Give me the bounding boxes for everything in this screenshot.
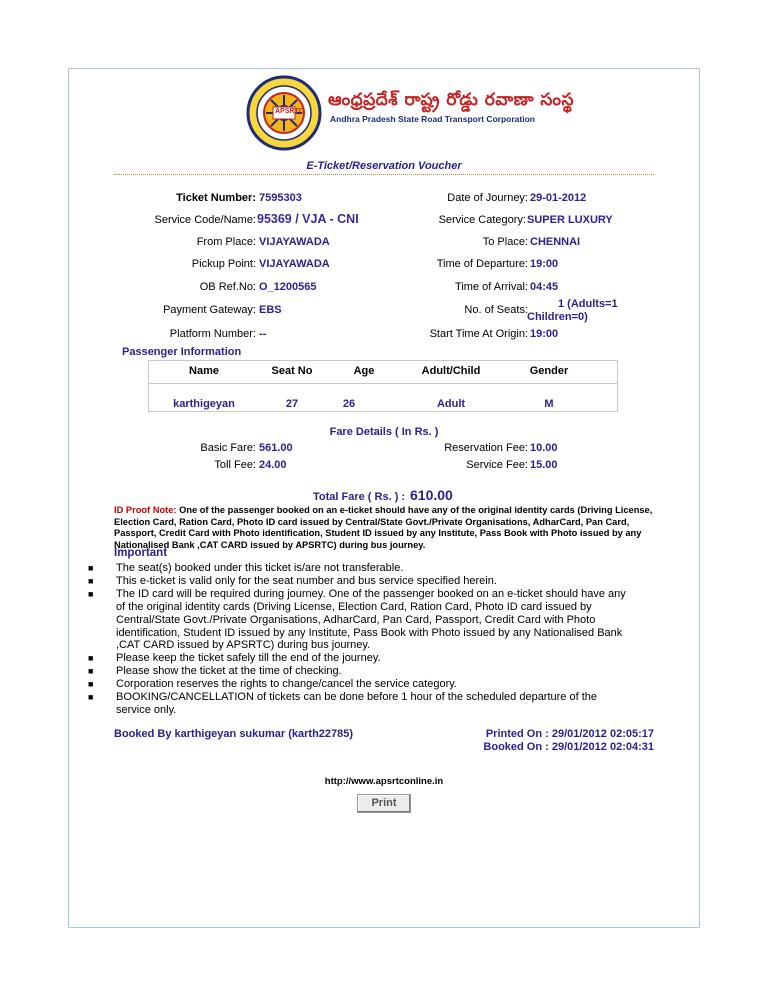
list-item bbox=[86, 562, 626, 575]
passenger-type: Adult bbox=[436, 398, 466, 410]
id-proof-label: ID Proof Note: bbox=[114, 505, 177, 515]
toll-fee-value: 24.00 bbox=[259, 459, 287, 471]
divider bbox=[114, 174, 654, 175]
time-of-departure-value: 19:00 bbox=[530, 258, 559, 270]
pickup-point-value: VIJAYAWADA bbox=[259, 258, 330, 270]
no-of-seats-value-line2: Children=0) bbox=[527, 311, 588, 323]
pickup-point-label: Pickup Point: bbox=[191, 258, 256, 270]
column-header: Gender bbox=[529, 365, 569, 377]
table-header-row bbox=[149, 361, 617, 384]
to-place-label: To Place: bbox=[482, 236, 528, 248]
logo-text: APSRTC bbox=[275, 108, 304, 115]
printed-on: Printed On : 29/01/2012 02:05:17 bbox=[485, 728, 654, 740]
start-time-label: Start Time At Origin: bbox=[429, 328, 528, 340]
bullet-icon: ■ bbox=[88, 679, 94, 690]
start-time-value: 19:00 bbox=[530, 328, 559, 340]
column-header: Adult/Child bbox=[421, 365, 481, 377]
voucher-title: E-Ticket/Reservation Voucher bbox=[306, 160, 462, 172]
passenger-info-heading: Passenger Information bbox=[122, 346, 242, 358]
list-item-text: Corporation reserves the rights to change/cancel the service category. bbox=[116, 678, 457, 691]
payment-gateway-label: Payment Gateway: bbox=[163, 304, 256, 316]
service-code-label: Service Code/Name: bbox=[154, 214, 256, 226]
date-of-journey-value: 29-01-2012 bbox=[530, 192, 587, 204]
reservation-fee-value: 10.00 bbox=[530, 442, 558, 454]
service-fee-value: 15.00 bbox=[530, 459, 558, 471]
bullet-icon: ■ bbox=[88, 563, 94, 573]
important-list bbox=[86, 562, 626, 717]
time-of-arrival-label: Time of Arrival: bbox=[455, 281, 528, 293]
to-place-value: CHENNAI bbox=[530, 236, 581, 248]
header-telugu-title: ఆంధ్రప్రదేశ్ రాష్ట్ర రోడ్డు రవాణా సంస్థ bbox=[328, 90, 574, 110]
date-of-journey-label: Date of Journey: bbox=[447, 192, 528, 204]
toll-fee-label: Toll Fee: bbox=[214, 459, 256, 471]
list-item-text: Please keep the ticket safely till the end of the journey. bbox=[116, 652, 381, 665]
ob-ref-value: O_1200565 bbox=[259, 281, 317, 293]
header-english-title: Andhra Pradesh State Road Transport Corporation bbox=[330, 114, 535, 124]
platform-number-label: Platform Number: bbox=[169, 328, 256, 340]
total-fare-label: Total Fare ( Rs. ) : bbox=[313, 491, 406, 503]
column-header: Name bbox=[189, 365, 219, 377]
list-item bbox=[86, 691, 626, 717]
bullet-icon: ■ bbox=[88, 692, 94, 703]
bullet-icon: ■ bbox=[88, 588, 94, 599]
column-header: Seat No bbox=[271, 365, 313, 377]
time-of-departure-label: Time of Departure: bbox=[436, 258, 528, 270]
passenger-gender: M bbox=[544, 398, 554, 410]
list-item bbox=[86, 588, 626, 653]
print-button[interactable]: Print bbox=[357, 794, 411, 813]
ticket-number-value: 7595303 bbox=[259, 192, 302, 204]
service-code-value: 95369 / VJA - CNI bbox=[257, 212, 359, 226]
list-item-text: This e-ticket is valid only for the seat number and bus service specified herein. bbox=[116, 574, 497, 587]
ob-ref-label: OB Ref.No: bbox=[199, 281, 256, 293]
reservation-fee-label: Reservation Fee: bbox=[444, 442, 528, 454]
from-place-label: From Place: bbox=[196, 236, 256, 248]
total-fare-value: 610.00 bbox=[410, 487, 453, 503]
fare-heading: Fare Details ( In Rs. ) bbox=[329, 426, 439, 438]
list-item-text: The ID card will be required during journey. One of the passenger booked on an e-ticket should have any of the original identity cards (Driving License, Election Card, Ration Card, Photo ID card issued by Central/State Govt./Private Organisations, AdharCard, Pan Card, Passport, Credit Card with Photo identification, Student ID issued by any Institute, Pass Book with Photo issued by any Nationalised Bank ,CAT CARD issued by APSRTC) during bus journey. bbox=[116, 587, 626, 652]
bullet-icon: ■ bbox=[88, 575, 94, 586]
ticket-number-label: Ticket Number: bbox=[176, 192, 256, 204]
from-place-value: VIJAYAWADA bbox=[259, 236, 330, 248]
payment-gateway-value: EBS bbox=[259, 304, 282, 316]
list-item bbox=[86, 678, 626, 691]
website-link[interactable]: http://www.apsrtconline.in bbox=[324, 776, 444, 787]
list-item-text: Please show the ticket at the time of checking. bbox=[116, 665, 342, 678]
list-item bbox=[86, 665, 626, 678]
passenger-name: karthigeyan bbox=[173, 398, 235, 410]
bullet-icon: ■ bbox=[88, 666, 94, 677]
bullet-icon: ■ bbox=[88, 653, 94, 664]
service-category-label: Service Category: bbox=[438, 214, 526, 226]
id-proof-text: One of the passenger booked on an e-ticket should have any of the original identity cards (Driving License, Election Card, Ration Card, Photo ID card issued by Central/State Govt./Private Organisations, AdharCard, Pan Card, Passport, Credit Card with Photo identification, Student ID issued by any Institute, Pass Book with Photo issued by any Nationalised Bank ,CAT CARD issued by APSRTC) during bus journey. bbox=[114, 505, 653, 550]
list-item-text: The seat(s) booked under this ticket is/are not transferable. bbox=[116, 562, 404, 574]
time-of-arrival-value: 04:45 bbox=[530, 281, 559, 293]
passenger-age: 26 bbox=[342, 398, 356, 410]
basic-fare-label: Basic Fare: bbox=[200, 442, 256, 454]
id-proof-note bbox=[114, 505, 654, 551]
service-category-value: SUPER LUXURY bbox=[527, 214, 613, 226]
no-of-seats-value-line1: 1 (Adults=1 bbox=[558, 298, 618, 310]
no-of-seats-label: No. of Seats: bbox=[464, 304, 528, 316]
list-item bbox=[86, 652, 626, 665]
list-item bbox=[86, 575, 626, 588]
column-header: Age bbox=[353, 365, 375, 377]
platform-number-value: -- bbox=[259, 328, 267, 340]
booked-on: Booked On : 29/01/2012 02:04:31 bbox=[483, 741, 654, 753]
basic-fare-value: 561.00 bbox=[259, 442, 293, 454]
booked-by: Booked By karthigeyan sukumar (karth22785) bbox=[114, 728, 354, 740]
passenger-seat: 27 bbox=[285, 398, 299, 410]
important-heading: Important bbox=[114, 547, 168, 559]
service-fee-label: Service Fee: bbox=[466, 459, 528, 471]
passenger-table bbox=[148, 360, 618, 412]
list-item-text: BOOKING/CANCELLATION of tickets can be done before 1 hour of the scheduled departure of the service only. bbox=[116, 691, 598, 716]
